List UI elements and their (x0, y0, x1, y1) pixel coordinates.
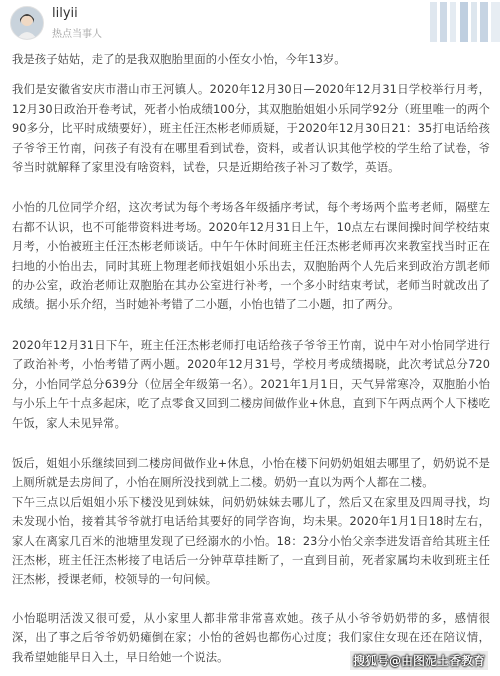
post-paragraph-3: 2020年12月31日下午，班主任汪杰彬老师打电话给孩子爷爷王竹南，说中午对小怡同学进行了政治补考，小怡考错了两小题。2020年12月31号，学校月考成绩揭晓，此次考试总分720分，小怡同学总分639分（位居全年级第一名）。2021年1月1日，天气异常寒冷，双胞胎小怡与小乐上午十点多起床，吃了点零食又回到二楼房间做作业+休息，直到下午两点两个人下楼吃午饭，家人未见异常。 (12, 338, 490, 430)
post-header (0, 0, 500, 44)
avatar[interactable] (10, 6, 44, 40)
user-name[interactable]: lilyii (52, 6, 78, 21)
post-paragraph-4b: 下午三点以后姐姐小乐下楼没见到妹妹，问奶奶妹妹去哪儿了，然后又在家里及四周寻找，均未发现小怡，接着其爷爷就打电话给其要好的同学咨询，均未果。2020年1月1日18时左右，家人在离家几百米的池塘里发现了已经溺水的小怡。18：23分小怡父亲李进发语音给其班主任汪杰彬，班主任汪杰彬接了电话后一分钟草草挂断了，一直到目前，死者家属均未收到班主任汪杰彬，授课老师，校领导的一句问候。 (12, 495, 490, 587)
avatar-image (11, 7, 43, 39)
user-tag: 热点当事人 (52, 29, 102, 40)
watermark: 搜狐号@由图泥土香教育 (350, 651, 488, 670)
post-paragraph-5: 小怡聪明活泼又很可爱，从小家里人都非常非常喜欢她。孩子从小爷爷奶奶带的多，感情很深，出了事之后爷爷奶奶瘫倒在家；小怡的爸妈也都伤心过度；我们家住女现在还在陪议情，我希望她能早日入土，早日给她一个说法。 (12, 611, 490, 664)
post-body (12, 50, 490, 667)
post-paragraph-intro: 我是孩子姑姑，走了的是我双胞胎里面的小侄女小怡，今年13岁。 (12, 53, 346, 66)
post-paragraph-2: 小怡的几位同学介绍，这次考试为每个考场各年级插序考试，每个考场两个监考老师，隔壁左右都不认识，也不可能带资料进考场。2020年12月31日上午，10点左右课间操时间学校结束月考，小怡被班主任汪杰彬老师谈话。中午午休时间班主任汪杰彬老师再次来教室找当时正在扫地的小怡出去，同时其班上物理老师找姐姐小乐出去，双胞胎两个人先后来到政治方凯老师的办公室，政治老师让双胞胎在其办公室进行补考，一个多小时结束考试，老师当时就改出了成绩。据小乐介绍，当时她补考错了二小题，小怡也错了二小题，扣了两分。 (12, 201, 490, 312)
header-decoration-stripes (400, 2, 500, 42)
post-paragraph-1: 我们是安徽省安庆市潜山市王河镇人。2020年12月30日—2020年12月31日学校举行月考，12月30日政治开卷考试，死者小怡成绩100分，其双胞胎姐姐小乐同学92分（班里唯一的两个90多分，比平时成绩要好），班主任汪杰彬老师质疑，于2020年12月30日21：35打电话给孩子爷爷王竹南，问孩子有没有在哪里看到试卷，资料，或者认识其他学校的学生给了试卷，爷爷当时就解释了家里没有啥资料，试卷，只是近期给孩子补习了数学，英语。 (12, 83, 490, 175)
post-paragraph-4a: 饭后，姐姐小乐继续回到二楼房间做作业+休息，小怡在楼下问奶奶姐姐去哪里了，奶奶说不是上厕所就是去房间了，小怡在厕所没找到就上二楼。奶奶一直以为两个人都在二楼。 (12, 456, 490, 490)
